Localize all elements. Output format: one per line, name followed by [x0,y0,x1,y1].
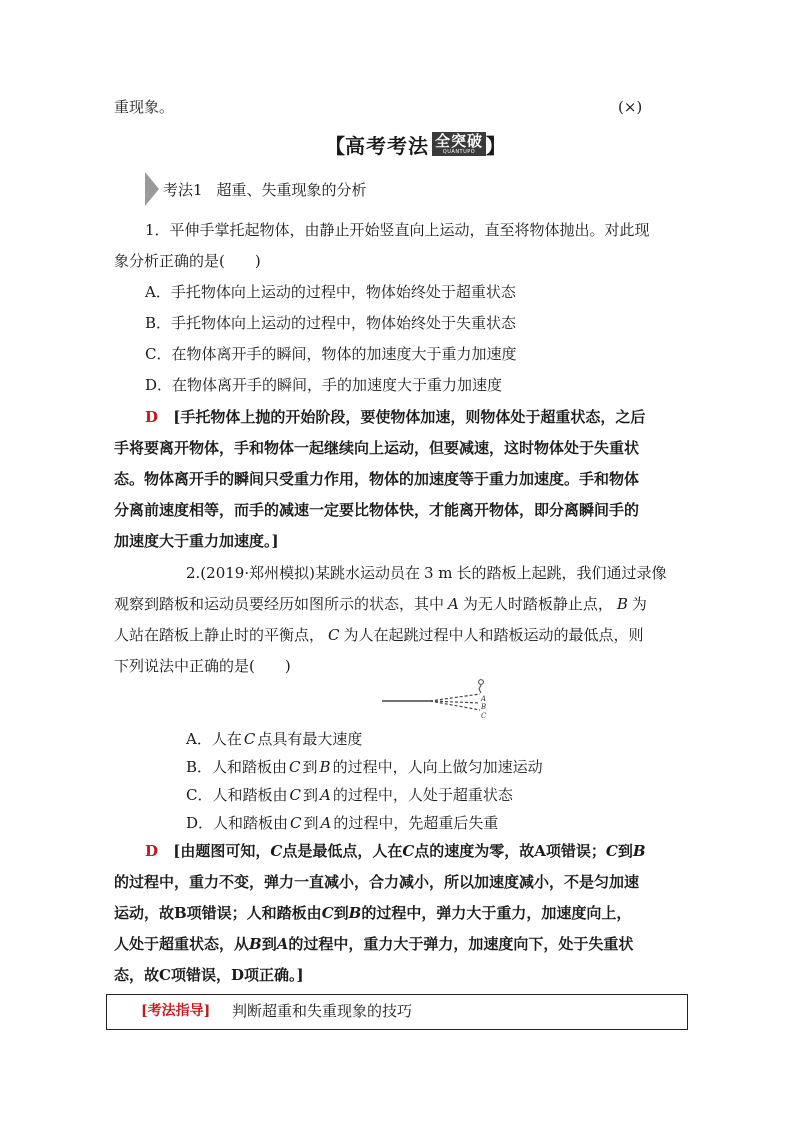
q1-explanation-line4: 分离前速度相等，而手的减速一定要比物体快，才能离开物体，即分离瞬间手的 [114,501,640,519]
q2-e1v2: C [402,842,415,860]
q1-explanation-line3: 态。物体离开手的瞬间只受重力作用，物体的加速度等于重力加速度。手和物体 [114,470,640,488]
section-badge-subtext: QUANTUPO [442,148,476,155]
q2-e1v1: C [270,842,283,860]
q2-answer: D [145,842,159,860]
fig-label-a: A [481,695,487,703]
q2-stem3c: 为人在起跳过程中人和踏板运动的最低点，则 [343,626,644,644]
q1-option-c: C．在物体离开手的瞬间，物体的加速度大于重力加速度 [145,345,517,363]
q2-stem2a: 观察到踏板和运动员要经历如图所示的状态，其中 [114,595,445,613]
q2-optB-v1: C [289,758,301,776]
fig-label-c: C [481,712,487,720]
q2-optB-b: 到 [302,758,318,776]
q2-e3c: 的过程中，弹力大于重力，加速度向上， [361,904,632,922]
q2-e1v4: B [632,842,646,860]
q1-option-b: B．手托物体向上运动的过程中，物体始终处于失重状态 [145,314,517,332]
diver-body [479,685,481,693]
q2-stem1a: 2.(2019·郑州模拟)某跳水运动员在 [186,564,420,582]
q2-e4v2: A [276,935,289,953]
board-position-a [430,694,480,701]
q2-e3b: 到 [333,904,349,922]
tips-text: 判断超重和失重现象的技巧 [232,1002,413,1020]
tips-tag: [考法指导] [141,1003,211,1019]
q2-stem1c: 长的踏板上起跳，我们通过录像 [456,564,667,582]
section-badge-text: 全突破 [435,131,484,150]
section-close-bracket: 】 [486,133,507,158]
diver-head [479,680,484,685]
q2-e4b: 到 [261,935,277,953]
q2-stem2e: 为 [631,595,647,613]
q2-optA-b: 点具有最大速度 [257,730,363,748]
section-badge [432,132,486,156]
q2-stem3a: 人站在踏板上静止时的平衡点， [114,626,325,644]
q2-option-c [186,784,513,806]
judgement-mark: (×) [618,98,643,116]
q1-option-a: A．手托物体向上运动的过程中，物体始终处于超重状态 [145,283,516,301]
q2-optC-v2: A [319,786,331,804]
q2-optC-a: C．人和踏板由 [186,786,288,804]
fig-label-b: B [481,703,487,711]
section-open-bracket: 【 [325,133,345,158]
q2-optD-v2: A [320,814,332,832]
q2-optC-v1: C [289,786,301,804]
method-arrow-icon [145,172,159,206]
q2-e3a: 运动，故B项错误；人和踏板由 [114,904,322,922]
q2-explanation-line3 [114,902,631,924]
q2-option-d [186,812,498,834]
q2-explanation-line1 [145,840,646,862]
q2-optD-c: 的过程中，先超重后失重 [333,814,499,832]
q2-stem2c: 为无人时踏板静止点， [462,595,613,613]
q2-e1d: 到 [617,842,633,860]
springboard-figure [380,676,492,724]
carryover-line: 重现象。 [114,98,175,116]
q2-option-b [186,756,543,778]
q2-e3v2: B [348,904,362,922]
q2-stem-line1 [186,562,667,584]
q2-optC-b: 到 [302,786,318,804]
q2-optD-b: 到 [303,814,319,832]
q2-e4c: 的过程中，重力大于弹力，加速度向下，处于失重状 [288,935,634,953]
q2-e3v1: C [321,904,334,922]
q2-stem-line4: 下列说法中正确的是( ) [114,657,291,675]
q2-optA-a: A．人在 [186,730,242,748]
q2-optA-v: C [243,730,256,748]
q1-explanation-line5: 加速度大于重力加速度。] [114,532,279,550]
q1-stem-line1: 1．平伸手掌托起物体，由静止开始竖直向上运动，直至将物体抛出。对此现 [145,221,650,239]
q2-stem2b: A [448,595,459,613]
q1-exp1: [手托物体上抛的开始阶段，要使物体加速，则物体处于超重状态，之后 [173,408,646,426]
q1-answer: D [145,408,159,426]
method-tips-box [106,994,688,1030]
q2-optD-a: D．人和踏板由 [186,814,289,832]
q2-optC-c: 的过程中，人处于超重状态 [332,786,513,804]
method-title: 超重、失重现象的分析 [216,180,367,199]
q2-e1v3: C [605,842,618,860]
q2-stem3b: C [328,626,340,644]
q2-optB-v2: B [319,758,331,776]
q2-stem2d: B [616,595,628,613]
q2-optD-v1: C [290,814,302,832]
section-title [325,131,506,157]
q2-stem1b: 3 m [423,564,453,582]
q1-stem-line2: 象分析正确的是( ) [114,252,261,270]
section-main-title: 高考考法 [345,133,429,158]
q1-explanation-line1 [145,406,645,428]
q1-explanation-line2: 手将要离开物体，手和物体一起继续向上运动，但要减速，这时物体处于失重状 [114,439,640,457]
q2-stem-line2 [114,593,647,615]
q1-option-d: D．在物体离开手的瞬间，手的加速度大于重力加速度 [145,376,503,394]
q2-explanation-line4 [114,933,633,955]
q2-explanation-line2: 的过程中，重力不变，弹力一直减小，合力减小，所以加速度减小，不是匀加速 [114,873,640,891]
q2-stem-line3 [114,624,644,646]
q2-e4a: 人处于超重状态，从 [114,935,250,953]
method-label: 考法1 [163,180,203,199]
q2-e4v1: B [249,935,262,953]
q2-optB-a: B．人和踏板由 [186,758,288,776]
q2-option-a [186,728,362,750]
method-heading [145,172,367,206]
q2-optB-c: 的过程中，人向上做匀加速运动 [332,758,543,776]
q2-e1b: 点是最低点，人在 [282,842,403,860]
q2-e1c: 点的速度为零，故A项错误； [414,842,606,860]
q2-e1a: [由题图可知， [173,842,271,860]
q2-explanation-line5: 态，故C项错误，D项正确。] [114,966,304,984]
